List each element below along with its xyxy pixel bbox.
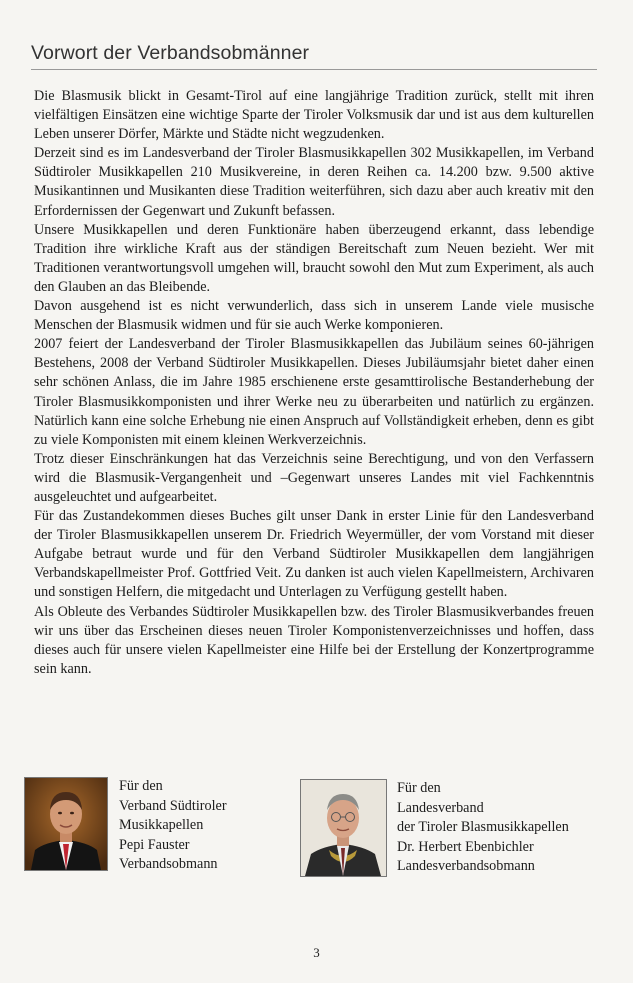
portrait-photo-left [24,777,108,871]
paragraph: Trotz dieser Einschränkungen hat das Verzeichnis seine Berechtigung, und von den Verfassern wird die Blasmusik-Vergangenheit und –Gegenwart unseres Landes mit viel Fachkenntnis ausgeleuchtet und aufgearbeitet. [34,450,594,505]
signature-line: der Tiroler Blasmusikkapellen [397,819,569,836]
paragraph: Für das Zustandekommen dieses Buches gilt unser Dank in erster Linie für den Landesverband der Tiroler Blasmusikkapellen unserem Dr. Friedrich Weyermüller, der vom Vorstand mit dieser Aufgabe betraut wurde und für den Verband Südtiroler Musikkapellen dem langjährigen Verbandskapellmeister Prof. Gottfried Veit. Zu danken ist auch vielen Kapellmeistern, Archivaren und sonstigen Helfern, die mitgedacht und Unterlagen zu Verfügung gestellt haben. [34,508,594,601]
paragraph: Die Blasmusik blickt in Gesamt-Tirol auf eine langjährige Tradition zurück, stellt mit ihren vielfältigen Einsätzen eine wichtige Sparte der Tiroler Volksmusik dar und ist aus dem kulturellen Leben unserer Dörfer, Märkte und Städte nicht wegzudenken. [34,88,594,143]
signature-line: Musikkapellen [119,817,204,834]
signature-name: Pepi Fauster [119,836,190,853]
paragraph: Als Obleute des Verbandes Südtiroler Musikkapellen bzw. des Tiroler Blasmusikverbandes freuen wir uns über das Erscheinen dieses neuen Tiroler Komponistenverzeichnisses und hoffen, dass dieses auch für unsere vielen Kapellmeister eine Hilfe bei der Erstellung der Konzertprogramme sein kann. [34,603,594,677]
page-title: Vorwort der Verbandsobmänner [31,42,597,70]
signature-line: Für den [119,778,163,794]
signature-line: Landesverband [397,799,484,816]
signature-line: Für den [397,780,441,796]
paragraph: Davon ausgehend ist es nicht verwunderlich, dass sich in unserem Lande viele musische Menschen der Blasmusik widmen und für sie auch Werke komponieren. [34,298,594,334]
signature-role: Verbandsobmann [119,856,218,873]
signature-line: Verband Südtiroler [119,797,227,814]
foreword-body [34,87,594,679]
signature-right [397,779,569,877]
signature-name: Dr. Herbert Ebenbichler [397,838,534,855]
signature-role: Landesverbandsobmann [397,858,535,875]
page-number: 3 [313,945,320,960]
paragraph: 2007 feiert der Landesverband der Tiroler Blasmusikkapellen das Jubiläum seines 60-jährigen Bestehens, 2008 der Verband Südtiroler Musikkapellen. Dieses Jubiläumsjahr bietet daher einen sehr schönen Anlass, die im Jahre 1985 erschienene erste gesamttirolische Bestanderhebung der Tiroler Blasmusikkomponisten und ihrer Werke neu zu überarbeiten und natürlich zu ergänzen. Natürlich kann eine solche Erhebung nie einen Anspruch auf Vollständigkeit erheben, denn es gibt zu viele Komponisten mit einem kleinen Werkverzeichnis. [34,336,594,448]
paragraph: Unsere Musikkapellen und deren Funktionäre haben überzeugend erkannt, dass lebendige Tradition ihre wirkliche Kraft aus der ständigen Bereitschaft zum Neuen bezieht. Wer mit Traditionen verantwortungsvoll umgehen will, braucht sowohl den Mut zum Experiment, als auch den Glauben an das Bleibende. [34,221,594,295]
signature-left [119,777,227,875]
portrait-photo-right [300,779,387,877]
paragraph: Derzeit sind es im Landesverband der Tiroler Blasmusikkapellen 302 Musikkapellen, im Verband Südtiroler Musikkapellen 210 Musikvereine, in deren Reihen ca. 14.200 bzw. 9.500 aktive Musikantinnen und Musikanten diese Tradition weiterführen, sich dazu aber auch kreativ mit den Erfordernissen der Gegenwart und Zukunft befassen. [34,145,594,219]
